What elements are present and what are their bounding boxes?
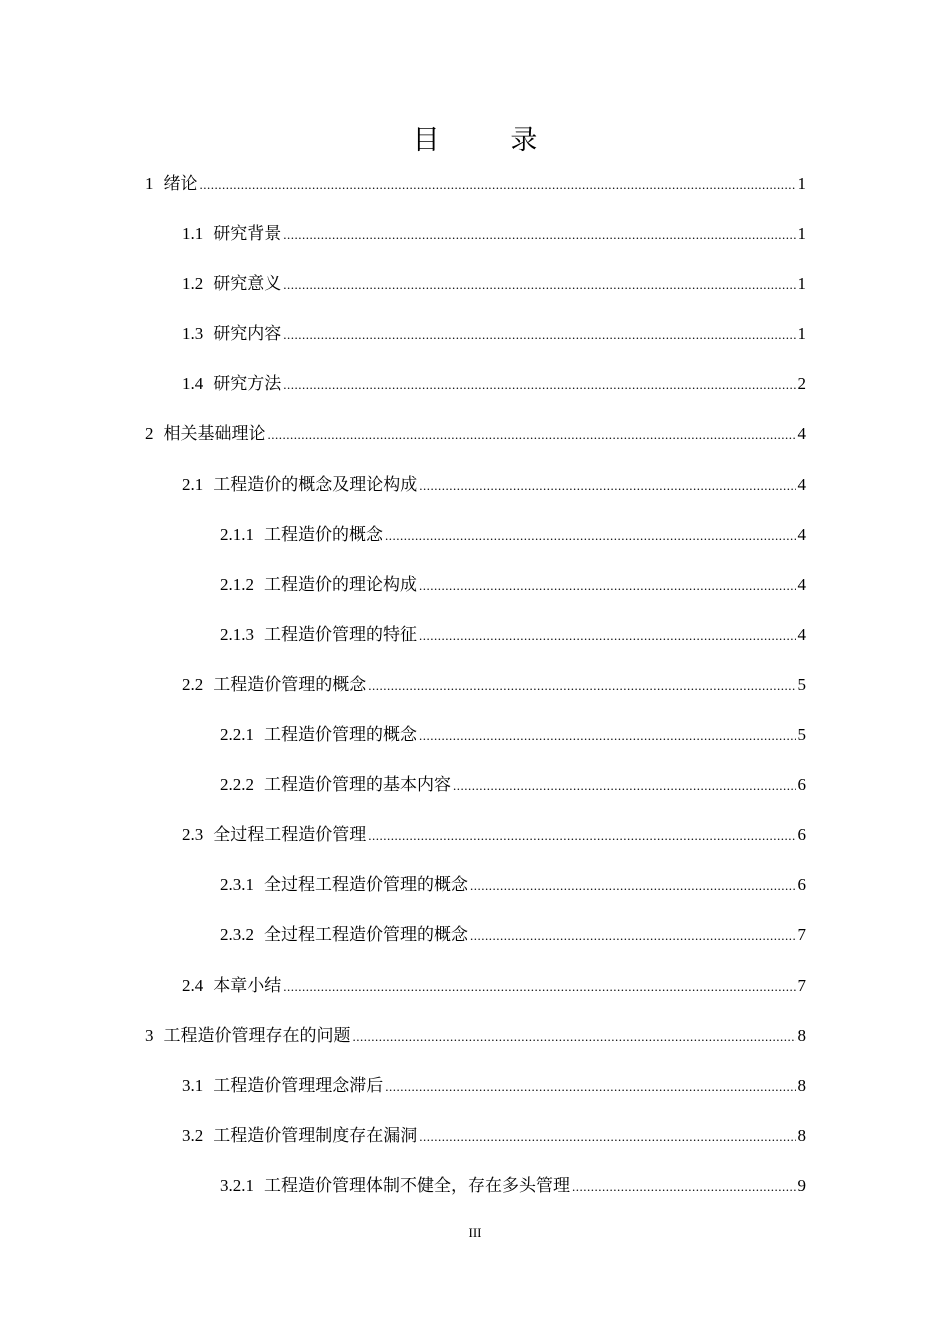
toc-entry-page: 2: [797, 374, 806, 394]
toc-entry[interactable]: [0, 322, 950, 372]
toc-dot-leader: [368, 674, 795, 698]
toc-entry[interactable]: [0, 823, 950, 873]
toc-entry-number: 3.2: [182, 1125, 204, 1145]
toc-entry-title: 工程造价管理的特征: [264, 624, 417, 644]
toc-entry-title: 工程造价管理的概念: [264, 725, 417, 745]
toc-entry-number: 2.3.2: [220, 925, 254, 945]
toc-entry-number: 3.2.1: [220, 1175, 254, 1195]
toc-entry[interactable]: [0, 873, 950, 923]
toc-dot-leader: [419, 724, 796, 748]
toc-entry-number: 1.2: [182, 274, 204, 294]
toc-entry-line: [182, 372, 806, 397]
toc-entry[interactable]: [0, 1174, 950, 1224]
toc-entry-page: 1: [797, 224, 806, 244]
toc-entry-page: 7: [797, 975, 806, 995]
toc-entry[interactable]: [0, 1124, 950, 1174]
toc-entry-page: 6: [797, 825, 806, 845]
toc-entry-page: 4: [797, 474, 806, 494]
toc-entry-title: 研究方法: [213, 374, 282, 394]
toc-entry-number: 2.1.1: [220, 524, 254, 544]
toc-dot-leader: [283, 323, 795, 347]
toc-entry-title: 工程造价管理的概念: [213, 674, 367, 694]
toc-entry-number: 2.2.2: [220, 775, 254, 795]
toc-entry-number: 2.1: [182, 474, 204, 494]
toc-entry-page: 8: [797, 1075, 806, 1095]
toc-entry-title: 工程造价管理制度存在漏洞: [213, 1125, 418, 1145]
toc-entry-number: 2: [145, 424, 154, 444]
toc-entry-line: [220, 523, 806, 548]
toc-entry-line: [220, 1174, 806, 1199]
toc-entry-line: [182, 1074, 806, 1099]
toc-dot-leader: [268, 423, 796, 447]
toc-entry-title: 研究内容: [213, 324, 282, 344]
page-title: 目 录: [412, 125, 570, 155]
toc-dot-leader: [283, 223, 795, 247]
toc-entry-line: [145, 172, 806, 197]
toc-entry-title: 绪论: [163, 174, 198, 193]
toc-entry-line: [182, 974, 806, 999]
toc-entry-page: 6: [797, 775, 806, 795]
toc-dot-leader: [385, 524, 796, 548]
toc-entry-line: [220, 573, 806, 598]
toc-entry-title: 相关基础理论: [163, 424, 266, 444]
toc-entry-number: 1.1: [182, 224, 204, 244]
toc-dot-leader: [470, 924, 796, 948]
toc-entry-title: 工程造价管理体制不健全，存在多头管理: [264, 1175, 570, 1195]
toc-entry-title: 全过程工程造价管理: [213, 825, 367, 845]
toc-entry[interactable]: [0, 222, 950, 272]
toc-dot-leader: [200, 173, 796, 197]
toc-entry-number: 2.3.1: [220, 875, 254, 895]
toc-dot-leader: [385, 1075, 795, 1099]
toc-dot-leader: [368, 824, 795, 848]
toc-entry[interactable]: [0, 372, 950, 422]
toc-dot-leader: [453, 774, 796, 798]
toc-entry-line: [220, 873, 806, 898]
toc-entry[interactable]: [0, 422, 950, 472]
toc-entry-title: 本章小结: [213, 975, 282, 995]
toc-entry-page: 6: [797, 875, 806, 895]
toc-entry[interactable]: [0, 923, 950, 973]
toc-entry-line: [220, 773, 806, 798]
toc-dot-leader: [419, 574, 796, 598]
toc-entry-title: 研究背景: [213, 224, 282, 244]
toc-entry[interactable]: [0, 623, 950, 673]
toc-entry[interactable]: [0, 773, 950, 823]
toc-dot-leader: [353, 1025, 796, 1049]
toc-dot-leader: [419, 1125, 795, 1149]
toc-entry-line: [182, 473, 806, 498]
toc-entry-number: 1.3: [182, 324, 204, 344]
toc-entry-page: 9: [797, 1175, 806, 1195]
toc-dot-leader: [572, 1175, 796, 1199]
toc-entry-title: 全过程工程造价管理的概念: [264, 875, 468, 895]
toc-entry[interactable]: [0, 573, 950, 623]
toc-entry-number: 2.1.2: [220, 574, 254, 594]
toc-entry-line: [182, 222, 806, 247]
toc-entry[interactable]: [0, 723, 950, 773]
toc-entry-page: 4: [797, 574, 806, 594]
toc-entry-line: [182, 823, 806, 848]
toc-entry-title: 工程造价的概念及理论构成: [213, 474, 418, 494]
toc-dot-leader: [283, 373, 795, 397]
toc-entry[interactable]: [0, 1074, 950, 1124]
toc-entry-page: 4: [797, 624, 806, 644]
toc-entry-title: 工程造价管理理念滞后: [213, 1075, 384, 1095]
toc-entry-number: 2.3: [182, 825, 204, 845]
toc-entry-line: [182, 673, 806, 698]
toc-dot-leader: [470, 874, 796, 898]
toc-entry-number: 3.1: [182, 1075, 204, 1095]
toc-entry-page: 4: [797, 524, 806, 544]
toc-entry-line: [220, 923, 806, 948]
toc-entry-number: 2.2.1: [220, 725, 254, 745]
toc-entry[interactable]: [0, 1024, 950, 1074]
toc-entry-page: 5: [797, 674, 806, 694]
toc-entry-line: [145, 422, 806, 447]
toc-entry-page: 1: [797, 274, 806, 294]
toc-entry-number: 2.4: [182, 975, 204, 995]
toc-entry-line: [182, 272, 806, 297]
toc-entry[interactable]: [0, 272, 950, 322]
toc-entry-page: 7: [797, 925, 806, 945]
toc-entry-title: 工程造价管理的基本内容: [264, 775, 451, 795]
toc-dot-leader: [419, 624, 796, 648]
toc-entry-number: 3: [145, 1025, 154, 1045]
toc-entry-page: 8: [797, 1125, 806, 1145]
toc-entry-line: [220, 623, 806, 648]
table-of-contents: [0, 172, 950, 1224]
toc-entry-number: 1: [145, 174, 154, 193]
toc-entry-title: 研究意义: [213, 274, 282, 294]
toc-entry-page: 8: [797, 1025, 806, 1045]
toc-entry-line: [182, 1124, 806, 1149]
toc-entry-number: 2.2: [182, 674, 204, 694]
toc-entry[interactable]: [0, 172, 950, 222]
toc-entry-line: [220, 723, 806, 748]
toc-entry-title: 工程造价的理论构成: [264, 574, 417, 594]
toc-dot-leader: [283, 975, 795, 999]
toc-entry-title: 工程造价管理存在的问题: [163, 1025, 351, 1045]
toc-entry-title: 全过程工程造价管理的概念: [264, 925, 468, 945]
toc-entry[interactable]: [0, 523, 950, 573]
page-number: III: [468, 1225, 482, 1240]
toc-entry[interactable]: [0, 473, 950, 523]
toc-entry-title: 工程造价的概念: [264, 524, 383, 544]
toc-entry-number: 1.4: [182, 374, 204, 394]
toc-dot-leader: [419, 474, 795, 498]
toc-entry-page: 1: [797, 324, 806, 344]
toc-entry-page: 1: [797, 174, 806, 193]
toc-entry-line: [145, 1024, 806, 1049]
toc-entry-page: 5: [797, 725, 806, 745]
toc-entry-number: 2.1.3: [220, 624, 254, 644]
toc-dot-leader: [283, 273, 795, 297]
toc-entry-line: [182, 322, 806, 347]
toc-entry-page: 4: [797, 424, 806, 444]
toc-entry[interactable]: [0, 974, 950, 1024]
toc-entry[interactable]: [0, 673, 950, 723]
